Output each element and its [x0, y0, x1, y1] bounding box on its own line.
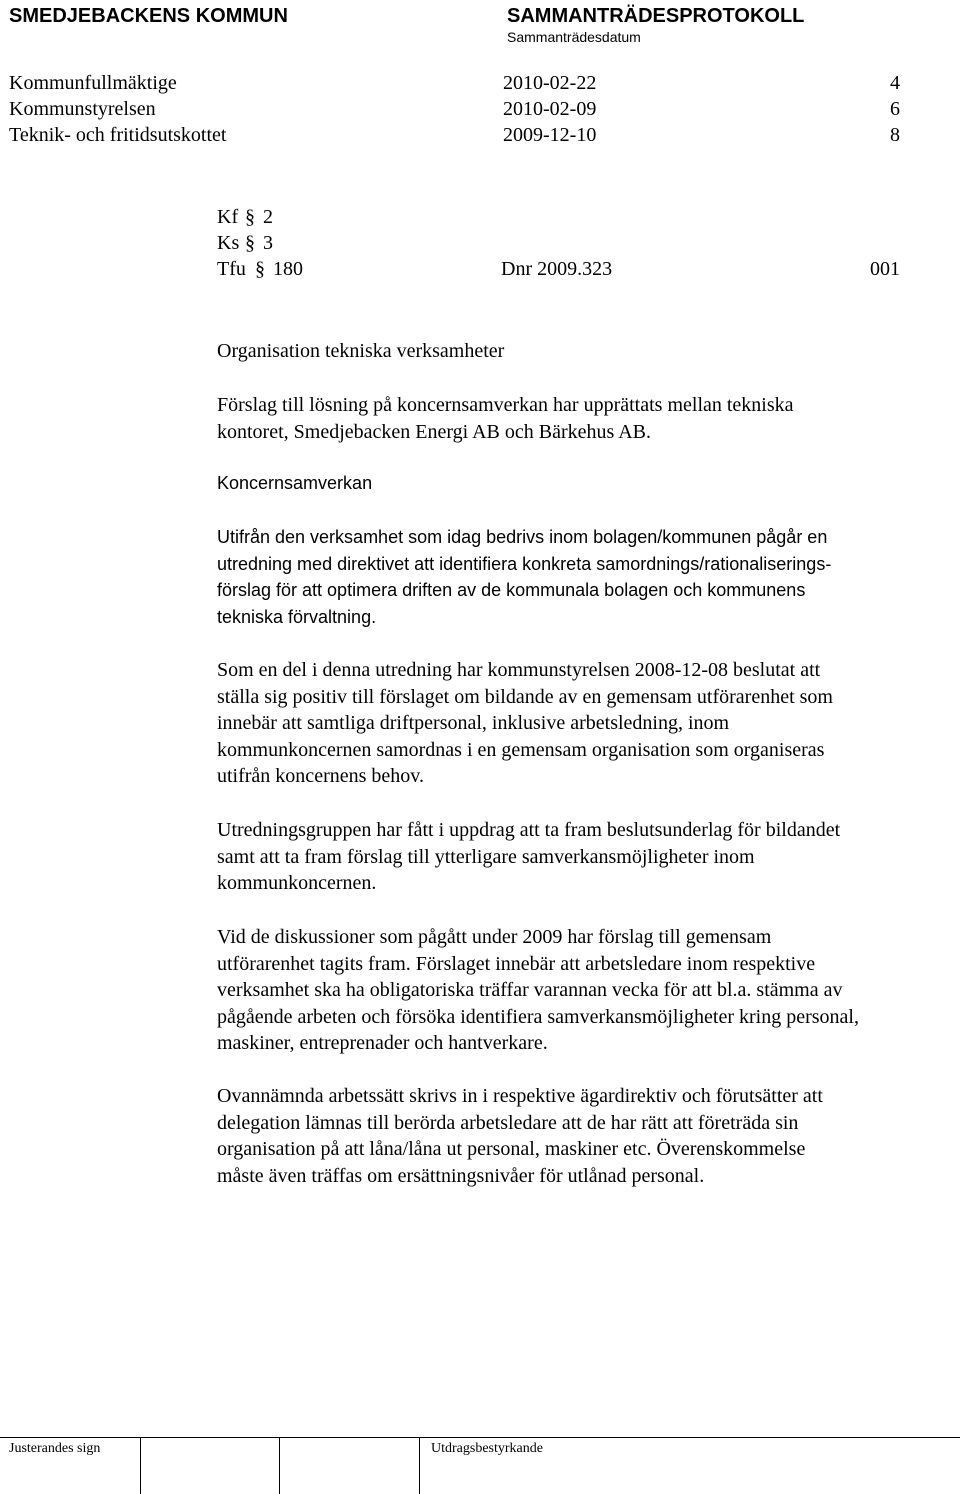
body-paragraph: Vid de diskussioner som pågått under 2009 har förslag till gemensam utförarenhet tagits fram. Förslaget innebär att arbetsledare inom respektive verksamhet ska ha obligatoriska träffar varannan vecka för att bl.a. stämma av pågående arbeten och försöka identifiera samverkansmöjligheter kring personal, maskiner, entreprenader och hantverkare.: [217, 926, 859, 1054]
case-number: 180: [273, 258, 303, 280]
footer-divider: [140, 1437, 141, 1494]
meeting-row: [9, 96, 900, 122]
body-paragraph: Utredningsgruppen har fått i uppdrag att ta fram beslutsunderlag för bildandet samt att ta fram förslag till ytterligare samverkansmöjligheter inom kommunkoncernen.: [217, 819, 841, 894]
meeting-date: 2010-02-09: [503, 98, 597, 120]
case-org: Ks: [217, 232, 240, 254]
meeting-date-label: Sammanträdesdatum: [507, 29, 641, 45]
meeting-body: Kommunfullmäktige: [9, 72, 177, 94]
meeting-row: [9, 70, 900, 96]
body-paragraph: Ovannämnda arbetssätt skrivs in i respektive ägardirektiv och förutsätter att delegation lämnas till berörda arbetsledare att de har rätt att företräda sin organisation på att låna/låna ut personal, maskiner etc. Överenskommelse måste även träffas om ersättningsnivåer för utlånad personal.: [217, 1085, 823, 1187]
meeting-date: 2010-02-22: [503, 72, 597, 94]
page-title: Organisation tekniska verksamheter: [217, 340, 505, 362]
case-org: Kf: [217, 206, 239, 228]
municipality-name: SMEDJEBACKENS KOMMUN: [9, 5, 288, 27]
case-org: Tfu: [217, 258, 246, 280]
utdragsbestyrkande-label: Utdragsbestyrkande: [431, 1441, 543, 1456]
meeting-page: 6: [890, 98, 900, 120]
body-paragraph: Utifrån den verksamhet som idag bedrivs inom bolagen/kommunen pågår en utredning med direktivet att identifiera konkreta samordnings/rationaliserings- förslag för att optimera driften av de kommunala bolagen och kommunens tekniska förvaltning.: [217, 527, 832, 627]
footer-divider: [279, 1437, 280, 1494]
case-ref-row: [217, 256, 900, 282]
archive-code: 001: [870, 258, 900, 280]
body-paragraph: Som en del i denna utredning har kommunstyrelsen 2008-12-08 beslutat att ställa sig positiv till förslaget om bildande av en gemensam utförarenhet som innebär att samtliga driftpersonal, inklusive arbetsledning, inom kommunkoncernen samordnas i en gemensam organisation som organiseras utifrån koncernens behov.: [217, 659, 833, 787]
case-number: 3: [263, 232, 273, 254]
section-symbol: §: [255, 258, 265, 280]
section-heading: Koncernsamverkan: [217, 473, 373, 493]
meeting-page: 8: [890, 124, 900, 146]
case-ref-row: [217, 204, 900, 230]
case-ref-row: [217, 230, 900, 256]
footer-divider: [419, 1437, 420, 1494]
section-symbol: §: [245, 232, 255, 254]
meeting-body: Kommunstyrelsen: [9, 98, 156, 120]
diary-number: Dnr 2009.323: [501, 258, 613, 280]
meeting-body: Teknik- och fritidsutskottet: [9, 124, 227, 146]
document-type: SAMMANTRÄDESPROTOKOLL: [507, 5, 805, 27]
meeting-page: 4: [890, 72, 900, 94]
meeting-date: 2009-12-10: [503, 124, 597, 146]
section-symbol: §: [245, 206, 255, 228]
case-number: 2: [263, 206, 273, 228]
meeting-row: [9, 122, 900, 148]
intro-paragraph: Förslag till lösning på koncernsamverkan har upprättats mellan tekniska kontoret, Smedjebacken Energi AB och Bärkehus AB.: [217, 394, 794, 443]
footer-divider: [0, 1437, 960, 1438]
justerandes-sign-label: Justerandes sign: [9, 1441, 101, 1456]
